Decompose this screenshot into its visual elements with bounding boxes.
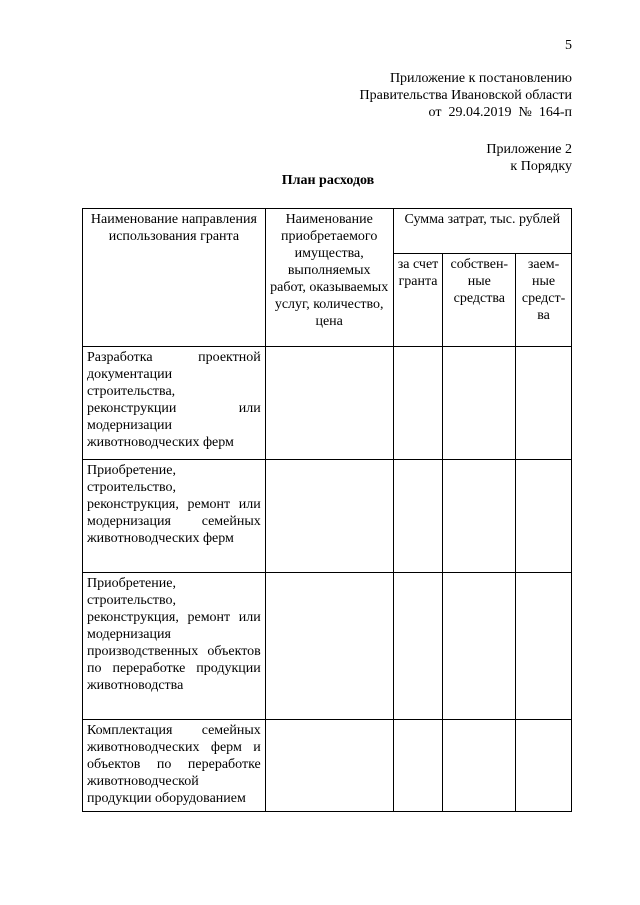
row-items-cell <box>265 460 393 573</box>
row-direction: Приобретение, строительство, реконструкция, ремонт или модернизация производственных объектов по переработке продукции животноводства <box>83 573 266 720</box>
row-items-cell <box>265 573 393 720</box>
row-own-cell <box>443 347 516 460</box>
row-direction: Комплектация семейных животноводческих ферм и объектов по переработке животноводческой продукции оборудованием <box>83 720 266 812</box>
appendix2-line-1: Приложение 2 <box>486 142 572 157</box>
row-borrowed-cell <box>516 720 572 812</box>
row-direction: Разработка проектной документации строительства, реконструкции или модернизации животноводческих ферм <box>83 347 266 460</box>
row-borrowed-cell <box>516 573 572 720</box>
header-own: собствен-ные средства <box>443 254 516 347</box>
row-grant-cell <box>393 573 443 720</box>
row-items-cell <box>265 347 393 460</box>
expenses-table <box>82 208 572 812</box>
row-borrowed-cell <box>516 460 572 573</box>
header-sum: Сумма затрат, тыс. рублей <box>393 209 571 254</box>
appendix2-line-2: к Порядку <box>510 159 572 174</box>
row-own-cell <box>443 573 516 720</box>
header-borrowed: заем-ные средст-ва <box>516 254 572 347</box>
document-title: План расходов <box>281 173 375 188</box>
row-borrowed-cell <box>516 347 572 460</box>
header-direction: Наименование направления использования гранта <box>83 209 266 347</box>
row-direction: Приобретение, строительство, реконструкция, ремонт или модернизация семейных животноводческих ферм <box>83 460 266 573</box>
table-row <box>83 720 572 812</box>
row-own-cell <box>443 720 516 812</box>
table-row <box>83 347 572 460</box>
appendix-line-1: Приложение к постановлению <box>389 71 572 86</box>
row-grant-cell <box>393 347 443 460</box>
appendix-header <box>360 70 572 121</box>
row-own-cell <box>443 460 516 573</box>
page-number: 5 <box>565 38 572 53</box>
appendix2-header <box>486 141 572 175</box>
row-grant-cell <box>393 720 443 812</box>
table-row <box>83 460 572 573</box>
header-items: Наименование приобретаемого имущества, выполняемых работ, оказываемых услуг, количество, цена <box>265 209 393 347</box>
row-items-cell <box>265 720 393 812</box>
header-grant: за счет гранта <box>393 254 443 347</box>
appendix-line-2: Правительства Ивановской области <box>359 88 572 103</box>
row-grant-cell <box>393 460 443 573</box>
appendix-line-3: от 29.04.2019 № 164-п <box>428 105 572 120</box>
table-row <box>83 573 572 720</box>
table-header-row <box>83 209 572 254</box>
